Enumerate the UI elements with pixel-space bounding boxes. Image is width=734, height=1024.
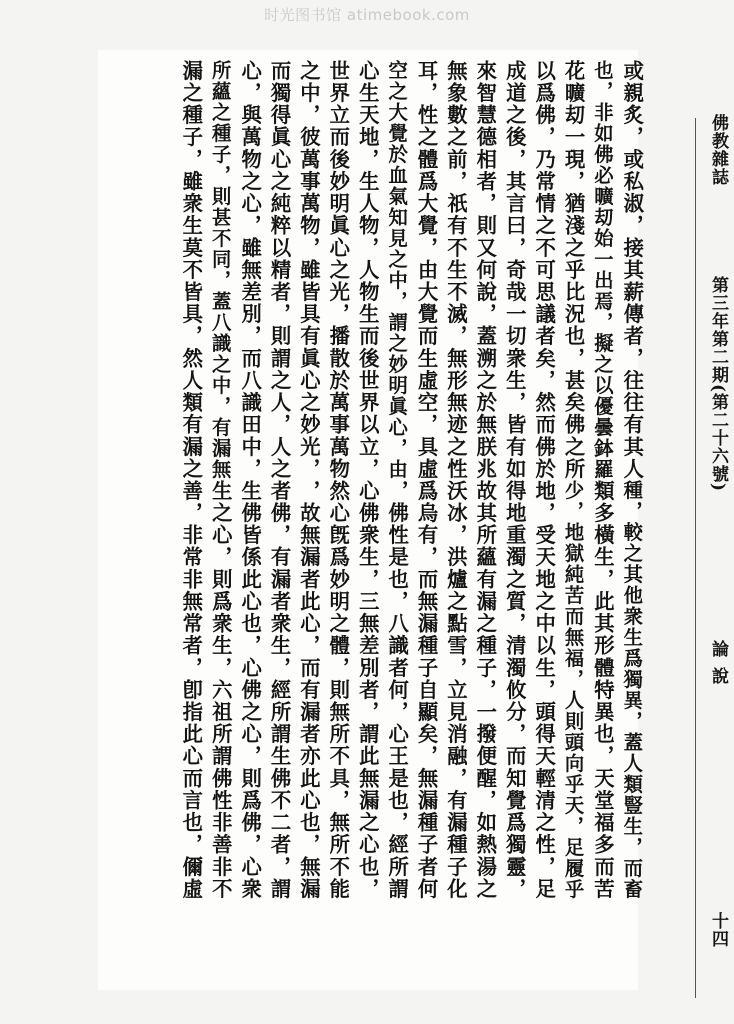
text-column: 種，較之其他衆生爲獨異，蓋人類豎生，而畜 [620,480,644,900]
text-column: 善，非常非無常者，卽指此心而言也，儞虛 [179,480,204,901]
text-column: 也，非如佛必曠刧始一出焉，擬之以優曇鉢羅 [590,60,614,480]
text-column: 爲烏有，而無漏種子自顯矣，無漏種子者何 [414,480,439,901]
text-column: 所蘊之種子，則甚不同，蓋八識之中，有漏無 [208,60,232,480]
text-column: 沃冰，洪爐之點雪，立見消融，有漏種子化 [443,480,468,901]
journal-title: 佛教雜誌 [708,114,728,186]
text-column: 來智慧德相者，則又何說，蓋溯之於無朕兆 [473,60,498,481]
text-column: 心佛衆生，三無差別者，謂此無漏之心也， [355,480,380,901]
issue-label: 第三年第二期(第二十六號) [708,276,728,493]
watermark: 时光图书馆 atimebook.com [264,6,470,24]
text-column: 世界立而後妙明眞心之光，播散於萬事萬物 [326,60,351,481]
text-column: ，佛性是也，八識者何，心王是也，經所謂 [385,480,410,901]
text-column: 生之心，則爲衆生，六祖所謂佛性非善非不 [208,480,233,901]
page-number: 十四 [708,912,728,948]
text-column: 耳，性之體爲大覺，由大覺而生虛空，具虛 [414,60,439,481]
text-column: 得地重濁之質，清濁攸分，而知覺爲獨靈， [502,480,527,901]
text-column: 花曠刧一現，猶淺之乎比況也，甚矣佛之所 [561,60,586,481]
text-column: 心生天地，生人物，人物生而後世界以立， [355,60,380,481]
text-column: 少，地獄純苦而無福，人則頭向乎天，足履乎 [561,480,585,900]
text-column: 無象數之前，祇有不生不滅，無形無迹之性 [443,60,468,481]
text-column: ，故無漏者此心，而有漏者亦此心也，無漏 [296,480,321,901]
text-column: 生佛皆係此心也，心佛之心，則爲佛，心衆 [238,480,263,901]
text-column: 漏之種子，雖衆生莫不皆具，然人類有漏之 [179,60,204,481]
text-column: 類多橫生，此其形體特異也，天堂福多而苦 [590,480,615,901]
text-column: 而獨得眞心之純粹以精者，則謂之人，人之 [267,60,292,481]
text-column: 心，與萬物之心，雖無差別，而八識田中， [238,60,263,481]
text-column: 者佛，有漏者衆生，經所謂生佛不二者，謂 [267,480,292,901]
text-column: 成道之後，其言曰，奇哉一切衆生，皆有如 [502,60,527,481]
text-column: 地，受天地之中以生，頭得天輕清之性，足 [532,480,557,901]
text-column: 或親炙，或私淑，接其薪傳者，往往有其人 [620,60,645,481]
text-column: 空之大覺於血氣知見之中，謂之妙明眞心，由 [385,60,409,480]
section-label: 論說 [708,640,728,694]
header-rule [695,118,696,998]
text-column: 故其所蘊有漏之種子，一撥便醒，如熱湯之 [473,480,498,901]
text-column: 之中，彼萬事萬物，雖皆具有眞心之妙光， [296,60,321,481]
text-column: 然心旣爲妙明之體，則無所不具，無所不能 [326,480,351,901]
text-column: 以爲佛，乃常情之不可思議者矣，然而佛於 [532,60,557,481]
